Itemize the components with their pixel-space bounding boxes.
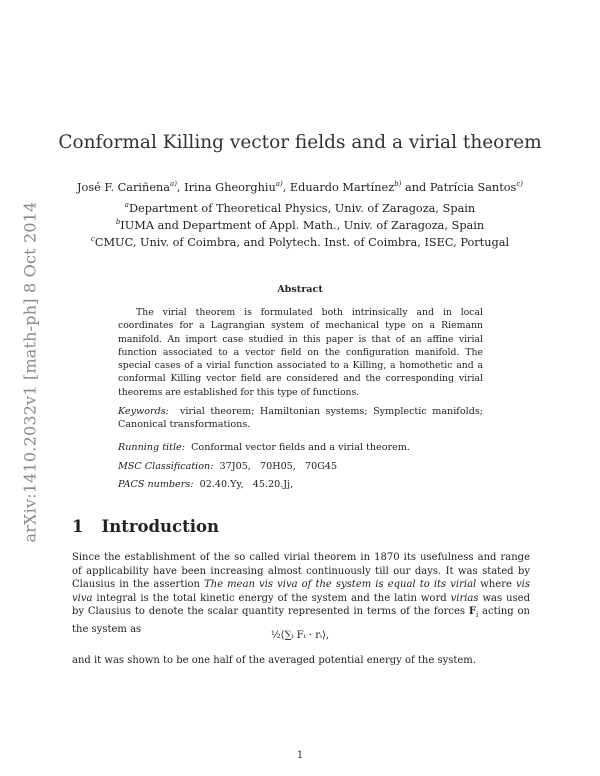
- equation: ½⟨∑ᵢ Fᵢ · rᵢ⟩,: [270, 630, 330, 641]
- text: Since the establishment of the so called virial theorem in 1870 its usefulness and range of applicability have been increasing almost continuously till our days. It was stated by Clausius in the assertion: [72, 552, 530, 591]
- pacs: [118, 478, 483, 491]
- text: was used by Clausius to denote the scalar quantity represented in terms of the forces: [72, 592, 530, 618]
- affiliation: [0, 218, 600, 232]
- affiliation: [0, 201, 600, 215]
- keywords-label: Keywords:: [118, 406, 169, 417]
- aff-text: Department of Theoretical Physics, Univ. of Zaragoza, Spain: [128, 201, 476, 215]
- pacs-label: PACS numbers:: [118, 479, 194, 490]
- text: where: [476, 579, 517, 591]
- author-mark: a): [170, 180, 177, 188]
- aff-mark: b: [115, 218, 121, 226]
- author-mark: b): [394, 180, 402, 188]
- term: vis viva: [72, 579, 530, 604]
- aff-text: IUMA and Department of Appl. Math., Univ. of Zaragoza, Spain: [120, 218, 485, 232]
- force-symbol: F: [468, 606, 476, 618]
- keywords: [118, 405, 483, 432]
- arxiv-stamp: arXiv:1410.2032v1 [math-ph] 8 Oct 2014: [20, 201, 40, 543]
- msc-label: MSC Classification:: [118, 461, 214, 472]
- msc-value: 37J05, 70H05, 70G45: [219, 461, 338, 472]
- author: Patrícia Santos: [429, 180, 517, 194]
- aff-text: CMUC, Univ. of Coimbra, and Polytech. Inst. of Coimbra, ISEC, Portugal: [94, 235, 510, 249]
- quote: The mean vis viva of the system is equal to its virial: [204, 579, 477, 591]
- keywords-value: virial theorem; Hamiltonian systems; Symplectic manifolds; Canonical transformations.: [118, 406, 483, 431]
- running-title: [118, 441, 483, 454]
- running-title-value: Conformal vector fields and a virial theorem.: [191, 442, 410, 453]
- author-list: [0, 180, 600, 194]
- sep: ,: [176, 180, 185, 194]
- section-number: 1: [72, 517, 84, 536]
- sep: and: [401, 180, 430, 194]
- paper-title: Conformal Killing vector fields and a virial theorem: [58, 132, 542, 153]
- author-mark: c): [516, 180, 524, 188]
- paragraph-line: and it was shown to be one half of the averaged potential energy of the system.: [72, 655, 476, 666]
- page-number: 1: [296, 750, 304, 761]
- abstract-heading: Abstract: [277, 284, 323, 295]
- affiliation: [0, 235, 600, 249]
- running-title-label: Running title:: [118, 442, 185, 453]
- aff-mark: a: [124, 201, 129, 209]
- author: Irina Gheorghiu: [184, 180, 276, 194]
- author: Eduardo Martínez: [289, 180, 395, 194]
- term: virias: [450, 592, 479, 604]
- author-mark: a): [275, 180, 283, 188]
- section-title: Introduction: [101, 517, 219, 536]
- abstract-text: The virial theorem is formulated both intrinsically and in local coordinates for a Lagrangian system of mechanical type on a Riemann manifold. An import case studied in this paper is that of an affine virial function associated to a vector field on the configuration manifold. The special cases of a virial function associated to a Killing, a homothetic and a conformal Killing vector field are considered and the corresponding virial theorems are established for this type of functions.: [118, 307, 483, 398]
- section-heading: [72, 517, 237, 536]
- text: integral is the total kinetic energy of the system and the latin word: [92, 592, 451, 604]
- author: José F. Cariñena: [76, 180, 171, 194]
- aff-mark: c: [90, 235, 95, 243]
- subscript: i: [475, 611, 479, 620]
- pacs-value: 02.40.Yy, 45.20.Jj,: [199, 479, 294, 490]
- msc: [118, 460, 483, 473]
- sep: ,: [282, 180, 290, 194]
- intro-paragraph: [72, 551, 530, 637]
- text: acting on the system as: [72, 606, 530, 635]
